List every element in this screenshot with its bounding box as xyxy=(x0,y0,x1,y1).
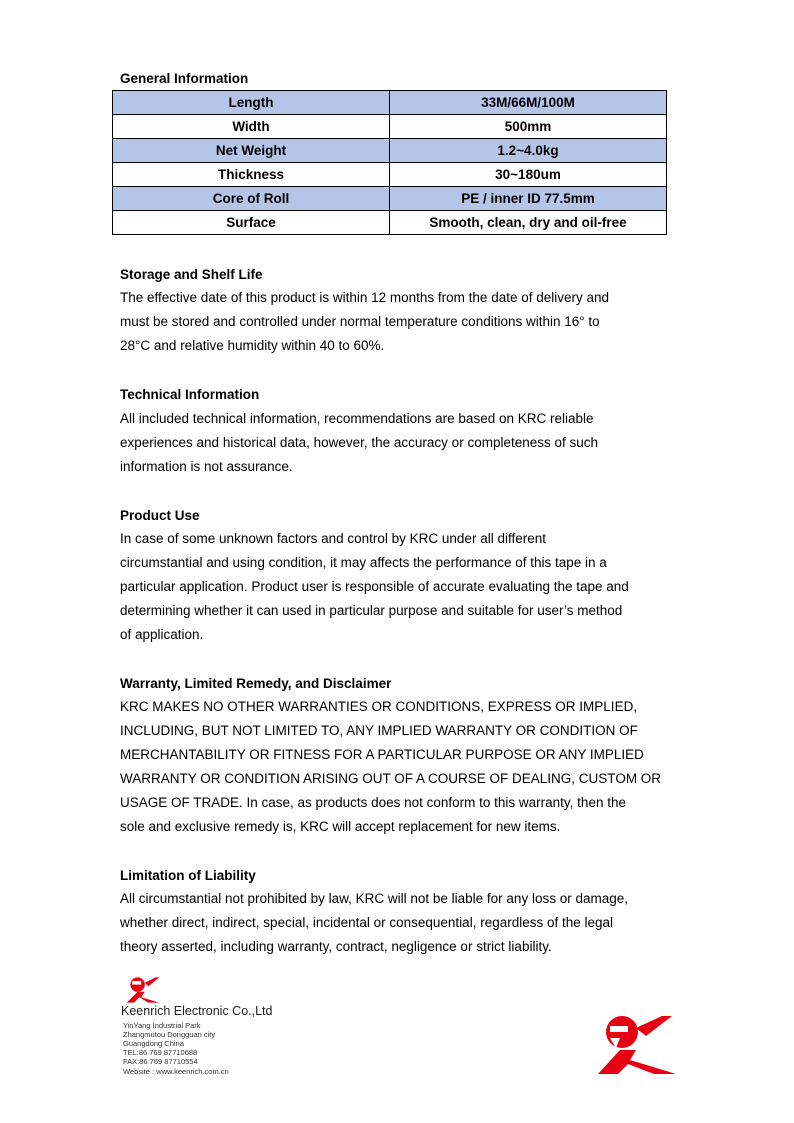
liability-heading: Limitation of Liability xyxy=(120,868,256,883)
thickness-label: Thickness xyxy=(113,163,390,187)
table-row xyxy=(113,139,667,163)
core-of-roll-value: PE / inner ID 77.5mm xyxy=(390,187,667,211)
technical-heading: Technical Information xyxy=(120,387,260,402)
paragraph-line: INCLUDING, BUT NOT LIMITED TO, ANY IMPLIED WARRANTY OR CONDITION OF xyxy=(120,723,638,738)
paragraph-line: KRC MAKES NO OTHER WARRANTIES OR CONDITIONS, EXPRESS OR IMPLIED, xyxy=(120,699,638,714)
table-row xyxy=(113,91,667,115)
company-website: Website : www.keenrich.com.cn xyxy=(123,1067,229,1076)
company-address-1: YinYang Industrial Park xyxy=(123,1021,201,1030)
technical-paragraph xyxy=(120,407,680,479)
net-weight-label: Net Weight xyxy=(113,139,390,163)
paragraph-line: sole and exclusive remedy is, KRC will accept replacement for new items. xyxy=(120,819,561,834)
paragraph-line: theory asserted, including warranty, contract, negligence or strict liability. xyxy=(120,939,552,954)
product-use-paragraph xyxy=(120,527,680,647)
storage-heading: Storage and Shelf Life xyxy=(120,267,263,282)
company-name: Keenrich Electronic Co.,Ltd xyxy=(121,1004,273,1018)
company-fax: FAX:86 769 87710554 xyxy=(123,1057,198,1066)
paragraph-line: whether direct, indirect, special, incidental or consequential, regardless of the legal xyxy=(120,915,614,930)
general-info-table xyxy=(112,90,667,235)
surface-label: Surface xyxy=(113,211,390,235)
paragraph-line: must be stored and controlled under normal temperature conditions within 16° to xyxy=(120,314,600,329)
paragraph-line: of application. xyxy=(120,627,204,642)
length-label: Length xyxy=(113,91,390,115)
company-tel: TEL:86 769 87710688 xyxy=(123,1048,198,1057)
paragraph-line: USAGE OF TRADE. In case, as products does not conform to this warranty, then the xyxy=(120,795,626,810)
paragraph-line: The effective date of this product is within 12 months from the date of delivery and xyxy=(120,290,610,305)
company-address-2: Zhangmutou Dongguan city xyxy=(123,1030,216,1039)
core-of-roll-label: Core of Roll xyxy=(113,187,390,211)
table-row xyxy=(113,115,667,139)
width-value: 500mm xyxy=(390,115,667,139)
paragraph-line: determining whether it can used in particular purpose and suitable for user’s method xyxy=(120,603,623,618)
warranty-heading: Warranty, Limited Remedy, and Disclaimer xyxy=(120,676,392,691)
company-address-3: Guangdong China xyxy=(123,1039,184,1048)
net-weight-value: 1.2~4.0kg xyxy=(390,139,667,163)
general-info-heading: General Information xyxy=(120,71,249,86)
width-label: Width xyxy=(113,115,390,139)
paragraph-line: experiences and historical data, however, the accuracy or completeness of such xyxy=(120,435,599,450)
krc-logo-icon xyxy=(596,1014,678,1076)
thickness-value: 30~180um xyxy=(390,163,667,187)
paragraph-line: circumstantial and using condition, it may affects the performance of this tape in a xyxy=(120,555,607,570)
product-use-heading: Product Use xyxy=(120,508,200,523)
paragraph-line: information is not assurance. xyxy=(120,459,293,474)
krc-logo-icon xyxy=(125,975,161,1005)
paragraph-line: particular application. Product user is responsible of accurate evaluating the tape and xyxy=(120,579,629,594)
warranty-paragraph xyxy=(120,695,680,839)
surface-value: Smooth, clean, dry and oil-free xyxy=(390,211,667,235)
paragraph-line: All included technical information, recommendations are based on KRC reliable xyxy=(120,411,594,426)
paragraph-line: WARRANTY OR CONDITION ARISING OUT OF A COURSE OF DEALING, CUSTOM OR xyxy=(120,771,662,786)
table-row xyxy=(113,163,667,187)
table-row xyxy=(113,187,667,211)
paragraph-line: All circumstantial not prohibited by law, KRC will not be liable for any loss or damage, xyxy=(120,891,628,906)
paragraph-line: MERCHANTABILITY OR FITNESS FOR A PARTICULAR PURPOSE OR ANY IMPLIED xyxy=(120,747,644,762)
storage-paragraph xyxy=(120,286,680,358)
paragraph-line: 28°C and relative humidity within 40 to 60%. xyxy=(120,338,385,353)
length-value: 33M/66M/100M xyxy=(390,91,667,115)
liability-paragraph xyxy=(120,887,680,959)
table-row xyxy=(113,211,667,235)
paragraph-line: In case of some unknown factors and control by KRC under all different xyxy=(120,531,546,546)
